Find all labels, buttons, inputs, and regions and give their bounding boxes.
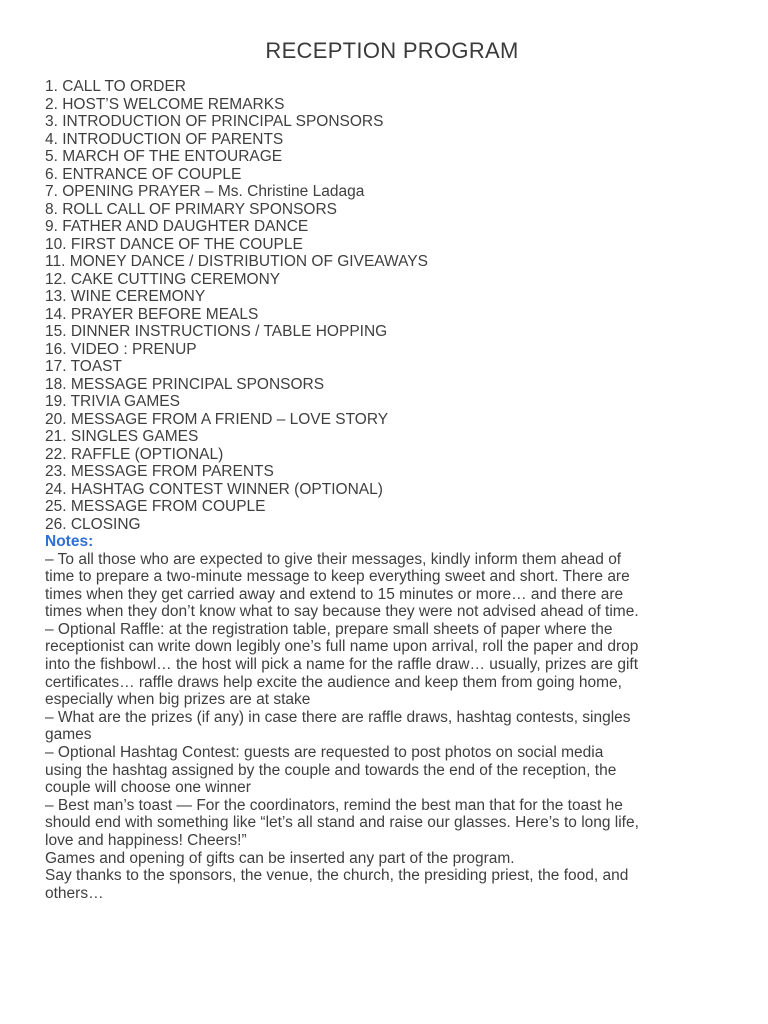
program-item: 6. ENTRANCE OF COUPLE [45, 165, 242, 183]
program-item: 18. MESSAGE PRINCIPAL SPONSORS [45, 375, 325, 393]
note-line: love and happiness! Cheers!” [45, 832, 247, 849]
program-item: 19. TRIVIA GAMES [45, 393, 180, 410]
program-item: 14. PRAYER BEFORE MEALS [45, 305, 259, 323]
program-item: 20. MESSAGE FROM A FRIEND – LOVE STORY [45, 410, 389, 428]
program-item: 22. RAFFLE (OPTIONAL) [45, 445, 224, 463]
program-item: 21. SINGLES GAMES [45, 428, 199, 445]
program-item: 11. MONEY DANCE / DISTRIBUTION OF GIVEAWAYS [45, 253, 428, 270]
note-line: time to prepare a two-minute message to keep everything sweet and short. There are [45, 568, 630, 586]
program-item: 25. MESSAGE FROM COUPLE [45, 498, 266, 515]
note-line: – To all those who are expected to give their messages, kindly inform them ahead of [45, 550, 622, 568]
program-item: 5. MARCH OF THE ENTOURAGE [45, 148, 283, 165]
program-item: 7. OPENING PRAYER – Ms. Christine Ladaga [45, 183, 365, 200]
note-line: – What are the prizes (if any) in case there are raffle draws, hashtag contests, singles [45, 708, 631, 726]
program-item: 1. CALL TO ORDER [45, 78, 186, 95]
note-line: Say thanks to the sponsors, the venue, the church, the presiding priest, the food, and [45, 867, 629, 885]
note-line: times when they don’t know what to say because they were not advised ahead of time. [45, 603, 639, 621]
note-line: – Optional Raffle: at the registration table, prepare small sheets of paper where the [45, 620, 613, 638]
note-line: especially when big prizes are at stake [45, 691, 311, 709]
note-line: certificates… raffle draws help excite the audience and keep them from going home, [45, 673, 622, 691]
note-line: couple will choose one winner [45, 779, 251, 797]
page-title: RECEPTION PROGRAM [265, 38, 519, 63]
notes-body [45, 551, 735, 903]
notes-heading: Notes: [45, 533, 94, 550]
program-item: 3. INTRODUCTION OF PRINCIPAL SPONSORS [45, 113, 384, 130]
note-line: games [45, 726, 92, 744]
program-item: 13. WINE CEREMONY [45, 288, 206, 305]
program-item: 2. HOST’S WELCOME REMARKS [45, 95, 285, 113]
program-item: 9. FATHER AND DAUGHTER DANCE [45, 218, 309, 235]
document-page [45, 38, 735, 902]
program-list [45, 78, 735, 533]
note-line: times when they get carried away and extend to 15 minutes or more… and there are [45, 585, 624, 603]
program-item: 16. VIDEO : PRENUP [45, 340, 197, 358]
program-item: 15. DINNER INSTRUCTIONS / TABLE HOPPING [45, 323, 388, 340]
program-item: 24. HASHTAG CONTEST WINNER (OPTIONAL) [45, 480, 383, 498]
program-item: 17. TOAST [45, 358, 122, 375]
program-item: 23. MESSAGE FROM PARENTS [45, 463, 274, 480]
note-line: should end with something like “let’s all stand and raise our glasses. Here’s to long life, [45, 814, 639, 832]
program-item: 12. CAKE CUTTING CEREMONY [45, 270, 281, 288]
note-line: – Best man’s toast — For the coordinators, remind the best man that for the toast he [45, 796, 623, 814]
note-line: using the hashtag assigned by the couple and towards the end of the reception, the [45, 761, 617, 779]
note-line: others… [45, 884, 104, 902]
program-item: 8. ROLL CALL OF PRIMARY SPONSORS [45, 200, 338, 218]
program-item: 10. FIRST DANCE OF THE COUPLE [45, 235, 303, 253]
program-item: 4. INTRODUCTION OF PARENTS [45, 130, 284, 148]
note-line: – Optional Hashtag Contest: guests are requested to post photos on social media [45, 744, 604, 762]
note-line: receptionist can write down legibly one’s full name upon arrival, roll the paper and drop [45, 638, 639, 656]
note-line: Games and opening of gifts can be inserted any part of the program. [45, 849, 515, 867]
note-line: into the fishbowl… the host will pick a name for the raffle draw… usually, prizes are gift [45, 656, 639, 674]
program-item: 26. CLOSING [45, 515, 141, 533]
